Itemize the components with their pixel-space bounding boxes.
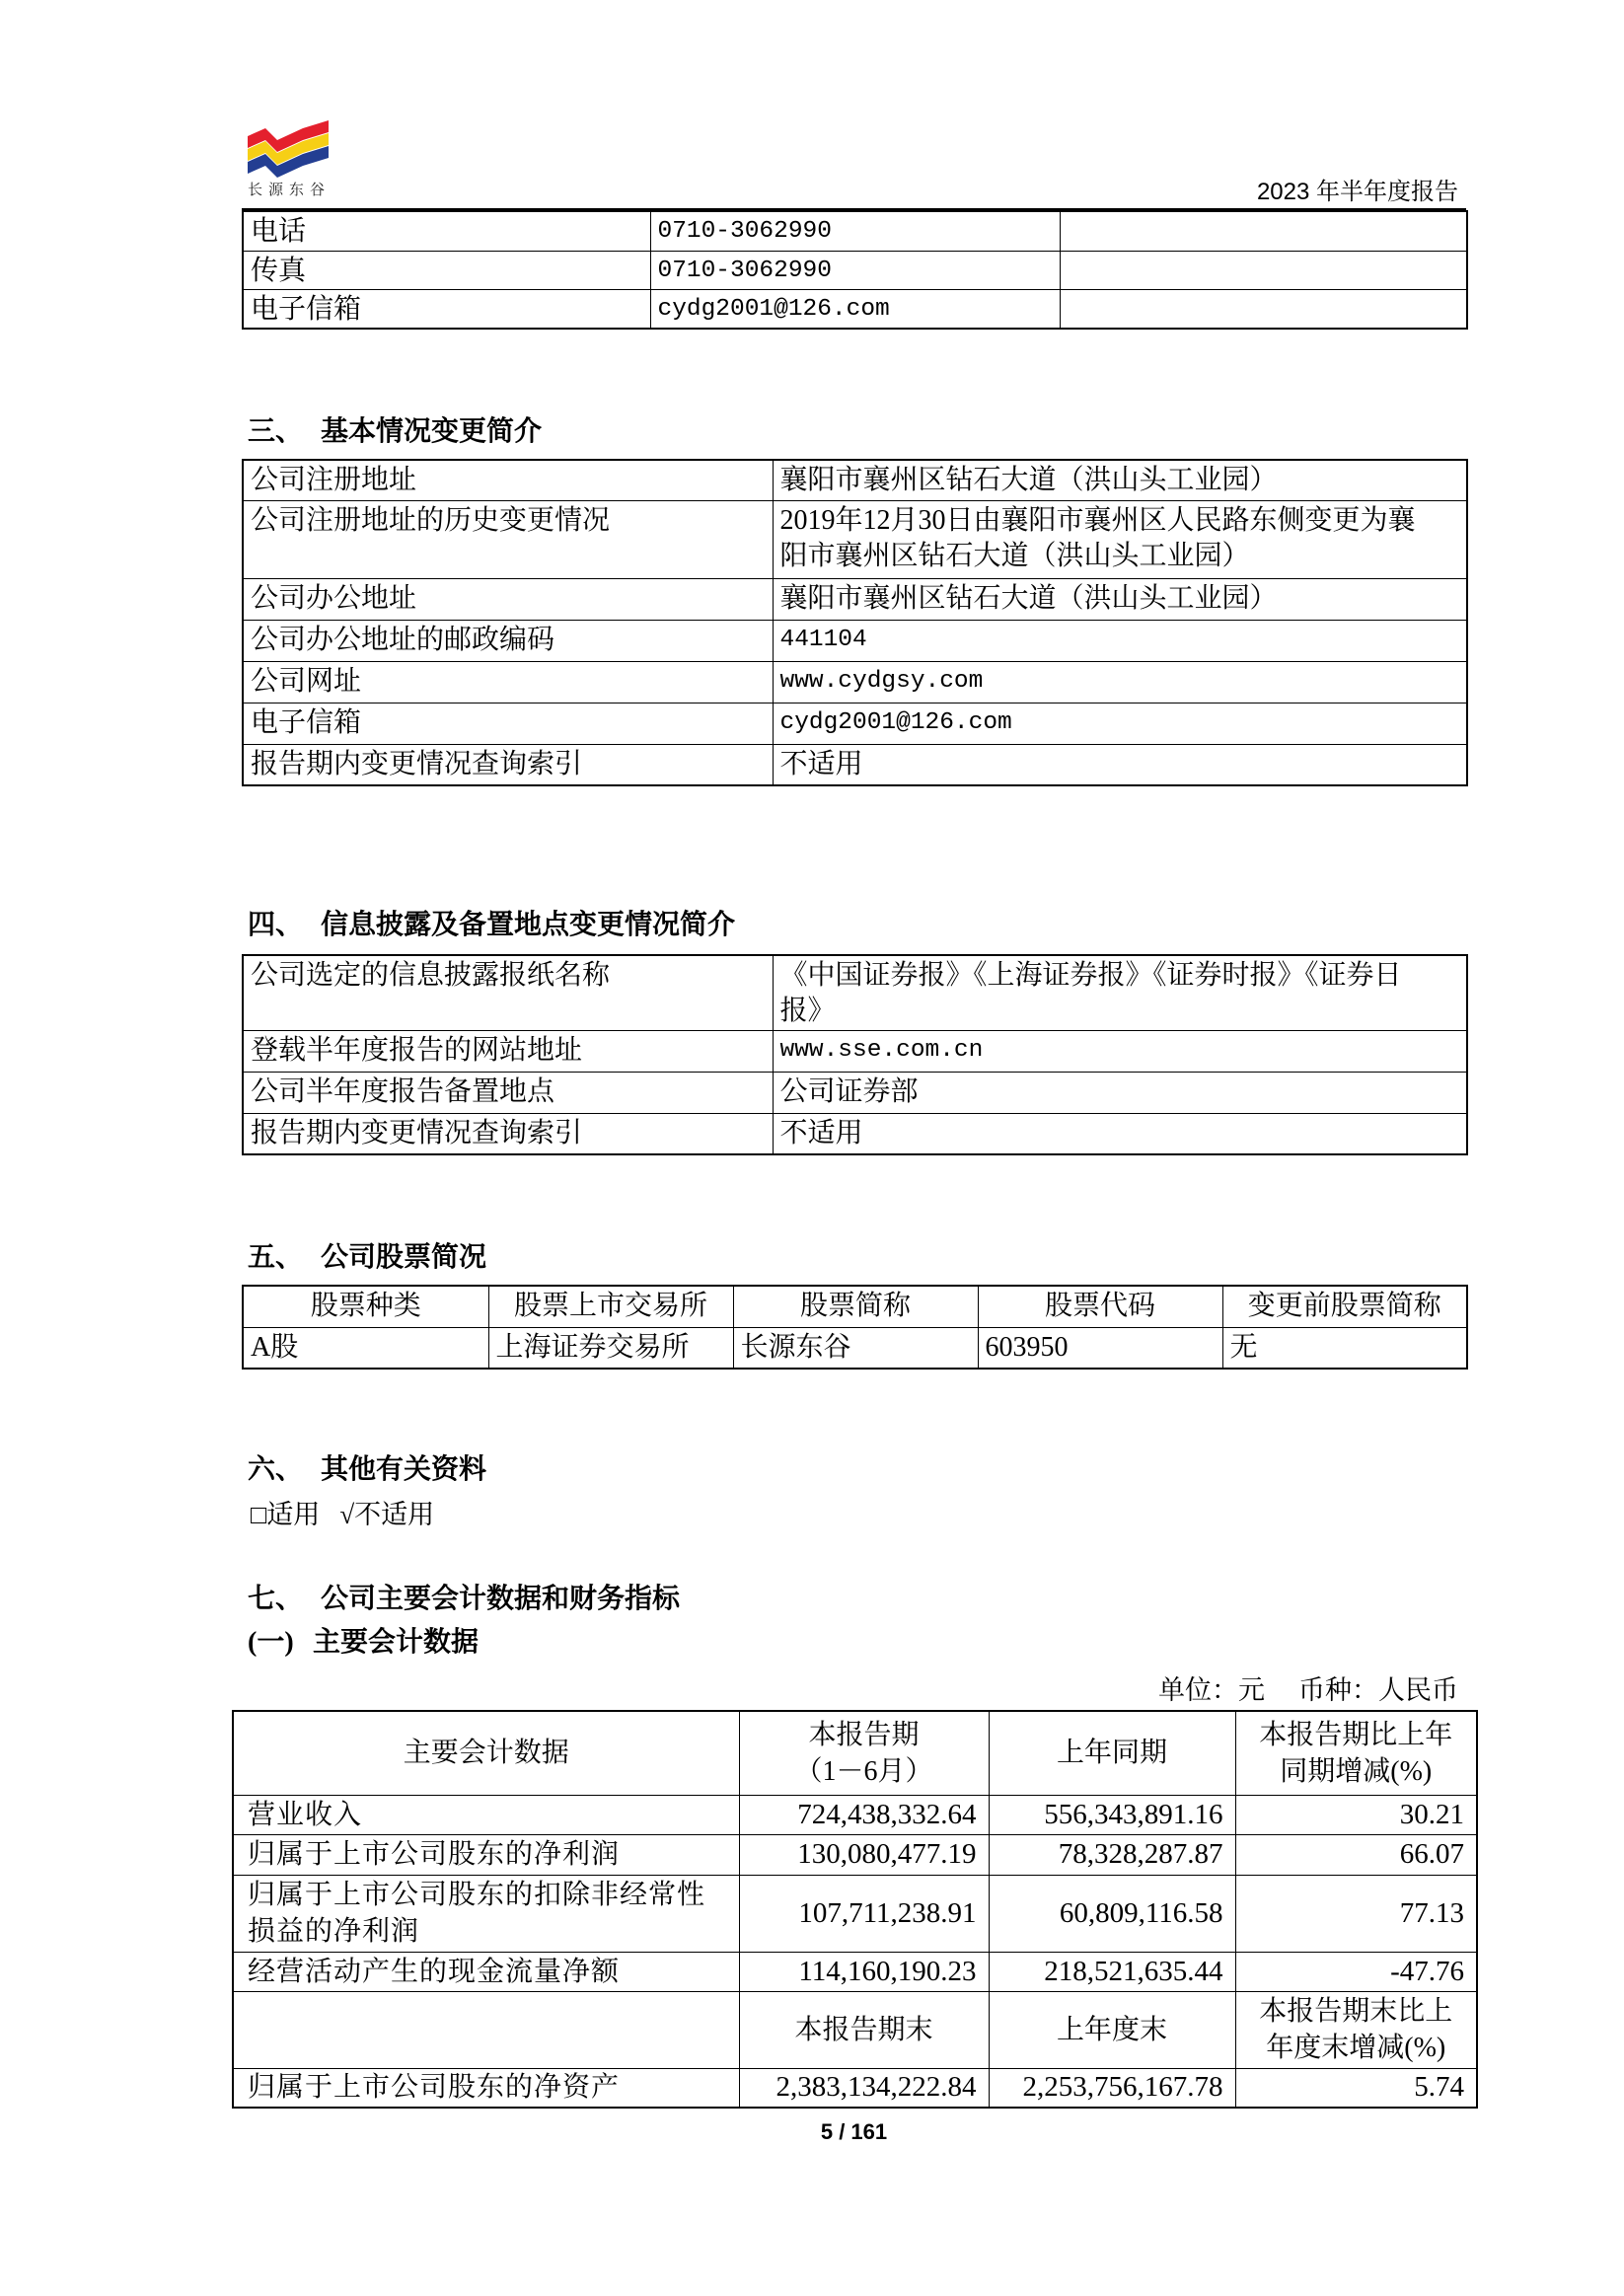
table-row — [243, 500, 1467, 578]
column-header: 股票种类 — [243, 1286, 488, 1327]
section-number: 七、 — [248, 1584, 304, 1614]
section-title: 其他有关资料 — [321, 1454, 487, 1485]
currency-label: 币种：人民币 — [1298, 1675, 1458, 1705]
prior-value: 60,809,116.58 — [989, 1875, 1235, 1952]
row-label: 登载半年度报告的网站地址 — [243, 1030, 773, 1072]
row-value: 不适用 — [773, 1113, 1467, 1154]
row-label: 归属于上市公司股东的净利润 — [233, 1834, 739, 1875]
table-row — [243, 211, 1467, 251]
column-header: 主要会计数据 — [233, 1711, 739, 1795]
postal-code-value: 441104 — [773, 620, 1467, 661]
section-number: 六、 — [248, 1454, 304, 1485]
header-line: 本报告期比上年 — [1259, 1719, 1453, 1750]
header-line: 本报告期 — [808, 1719, 920, 1750]
table-row — [243, 744, 1467, 785]
row-label: 公司选定的信息披露报纸名称 — [243, 955, 773, 1030]
label-line: 归属于上市公司股东的扣除非经常性 — [248, 1880, 706, 1910]
table-row — [233, 2068, 1477, 2108]
value-line: 阳市襄州区钻石大道（洪山头工业园） — [779, 540, 1250, 571]
table-header-row — [243, 1286, 1467, 1327]
unit-note — [1158, 1672, 1458, 1708]
row-label: 公司办公地址的邮政编码 — [243, 620, 773, 661]
section-title: 基本情况变更简介 — [321, 416, 543, 447]
prior-value: 2,253,756,167.78 — [989, 2068, 1235, 2108]
value-line: 《中国证券报》《上海证券报》《证券时报》《证券日 — [779, 960, 1402, 991]
row-value: 襄阳市襄州区钻石大道（洪山头工业园） — [773, 578, 1467, 620]
prior-value: 556,343,891.16 — [989, 1795, 1235, 1834]
company-logo — [248, 118, 329, 178]
column-header — [1235, 1711, 1477, 1795]
table-subheader-row — [233, 1991, 1477, 2068]
header-line: 同期增减(%) — [1280, 1755, 1433, 1787]
row-label: 报告期内变更情况查询索引 — [243, 1113, 773, 1154]
prior-value: 218,521,635.44 — [989, 1952, 1235, 1991]
row-label: 归属于上市公司股东的净资产 — [233, 2068, 739, 2108]
disclosure-table — [242, 954, 1468, 1155]
table-row — [243, 289, 1467, 329]
section-heading — [248, 1582, 680, 1617]
value-line: 报》 — [779, 996, 836, 1026]
basic-info-table — [242, 459, 1468, 786]
row-label: 公司网址 — [243, 661, 773, 703]
column-header: 股票简称 — [733, 1286, 978, 1327]
section-number: 四、 — [248, 910, 304, 940]
unit-label: 单位：元 — [1158, 1675, 1265, 1705]
section-heading — [248, 1452, 486, 1488]
row-label: 营业收入 — [233, 1795, 739, 1834]
row-value — [773, 500, 1467, 578]
subsection-number: (一) — [248, 1627, 294, 1658]
row-label: 公司办公地址 — [243, 578, 773, 620]
section-number: 三、 — [248, 416, 304, 447]
stock-type: A股 — [243, 1327, 488, 1369]
table-row — [233, 1795, 1477, 1834]
empty-cell — [1060, 289, 1467, 329]
column-header: 股票上市交易所 — [488, 1286, 733, 1327]
table-row — [243, 1072, 1467, 1113]
section-title: 公司股票简况 — [321, 1242, 487, 1273]
row-value: 襄阳市襄州区钻石大道（洪山头工业园） — [773, 460, 1467, 500]
row-label: 经营活动产生的现金流量净额 — [233, 1952, 739, 1991]
current-value: 724,438,332.64 — [739, 1795, 989, 1834]
column-header: 股票代码 — [978, 1286, 1222, 1327]
phone-value: 0710-3062990 — [650, 211, 1060, 251]
stock-table — [242, 1285, 1468, 1370]
header-line: 本报告期末比上 — [1259, 1996, 1453, 2027]
row-label: 电子信箱 — [243, 703, 773, 744]
row-label: 公司半年度报告备置地点 — [243, 1072, 773, 1113]
change-value: 66.07 — [1235, 1834, 1477, 1875]
email-value: cydg2001@126.com — [650, 289, 1060, 329]
contact-table — [242, 210, 1468, 330]
section-heading — [248, 908, 735, 943]
column-header: 本报告期末 — [739, 1991, 989, 2068]
row-value — [773, 955, 1467, 1030]
row-value: 公司证券部 — [773, 1072, 1467, 1113]
prior-value: 78,328,287.87 — [989, 1834, 1235, 1875]
row-label: 公司注册地址的历史变更情况 — [243, 500, 773, 578]
change-value: 30.21 — [1235, 1795, 1477, 1834]
page-number: 5 / 161 — [820, 2119, 888, 2144]
header-line: 年度末增减(%) — [1266, 2033, 1446, 2063]
website-value: www.cydgsy.com — [773, 661, 1467, 703]
stock-exchange: 上海证券交易所 — [488, 1327, 733, 1369]
section-title: 公司主要会计数据和财务指标 — [321, 1584, 681, 1614]
current-value: 2,383,134,222.84 — [739, 2068, 989, 2108]
section-heading — [248, 414, 542, 450]
stock-code: 603950 — [978, 1327, 1222, 1369]
table-row — [243, 1113, 1467, 1154]
table-row — [243, 1030, 1467, 1072]
row-label: 电话 — [243, 211, 650, 251]
fax-value: 0710-3062990 — [650, 251, 1060, 289]
row-label: 公司注册地址 — [243, 460, 773, 500]
row-label: 报告期内变更情况查询索引 — [243, 744, 773, 785]
website-value: www.sse.com.cn — [773, 1030, 1467, 1072]
subsection-heading — [248, 1625, 479, 1661]
subsection-title: 主要会计数据 — [313, 1627, 480, 1658]
value-line: 2019年12月30日由襄阳市襄州区人民路东侧变更为襄 — [779, 504, 1416, 536]
current-value: 130,080,477.19 — [739, 1834, 989, 1875]
table-row — [233, 1834, 1477, 1875]
table-row — [243, 703, 1467, 744]
row-value: 不适用 — [773, 744, 1467, 785]
row-label: 传真 — [243, 251, 650, 289]
table-row — [233, 1875, 1477, 1952]
key-accounting-data-table — [232, 1710, 1478, 2109]
option-applicable: □适用 — [251, 1500, 321, 1529]
label-line: 损益的净利润 — [248, 1916, 420, 1947]
column-header — [1235, 1991, 1477, 2068]
table-row — [243, 460, 1467, 500]
option-not-applicable: √不适用 — [339, 1500, 435, 1529]
previous-short-name: 无 — [1222, 1327, 1467, 1369]
section-number: 五、 — [248, 1242, 304, 1273]
column-header: 变更前股票简称 — [1222, 1286, 1467, 1327]
section-heading — [248, 1240, 486, 1276]
change-value: 5.74 — [1235, 2068, 1477, 2108]
column-header: 上年同期 — [989, 1711, 1235, 1795]
column-header — [739, 1711, 989, 1795]
column-header: 上年度末 — [989, 1991, 1235, 2068]
empty-cell — [233, 1991, 739, 2068]
change-value: 77.13 — [1235, 1875, 1477, 1952]
current-value: 114,160,190.23 — [739, 1952, 989, 1991]
row-label: 电子信箱 — [243, 289, 650, 329]
row-label — [233, 1875, 739, 1952]
header-line: （1－6月） — [794, 1755, 933, 1787]
empty-cell — [1060, 211, 1467, 251]
email-value: cydg2001@126.com — [773, 703, 1467, 744]
table-header-row — [233, 1711, 1477, 1795]
table-row — [233, 1952, 1477, 1991]
change-value: -47.76 — [1235, 1952, 1477, 1991]
applicability-options — [251, 1497, 434, 1532]
table-row — [243, 1327, 1467, 1369]
table-row — [243, 661, 1467, 703]
section-title: 信息披露及备置地点变更情况简介 — [321, 910, 736, 940]
report-title: 2023 年半年度报告 — [1256, 179, 1458, 205]
stock-short-name: 长源东谷 — [733, 1327, 978, 1369]
table-row — [243, 251, 1467, 289]
table-row — [243, 955, 1467, 1030]
table-row — [243, 578, 1467, 620]
table-row — [243, 620, 1467, 661]
logo-text: 长源东谷 — [248, 183, 332, 198]
empty-cell — [1060, 251, 1467, 289]
current-value: 107,711,238.91 — [739, 1875, 989, 1952]
